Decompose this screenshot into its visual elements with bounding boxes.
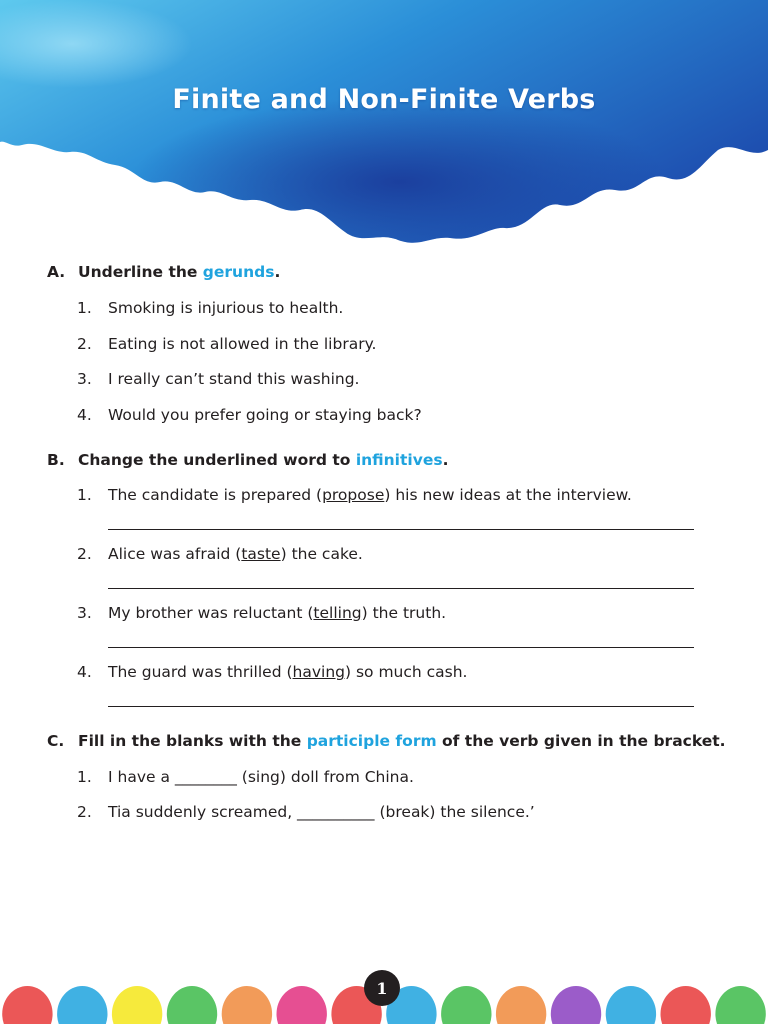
item-number: 1. [77,768,92,786]
item-number: 1. [77,486,92,504]
list-item [77,803,535,821]
section-keyword: gerunds [202,263,275,281]
footer-dot [112,986,162,1024]
section-instruction-end: of the verb given in the bracket. [436,732,726,750]
answer-line[interactable] [108,706,694,707]
list-item [77,406,422,424]
list-item [77,604,446,622]
page-title: Finite and Non-Finite Verbs [172,84,596,115]
item-text-after: ) so much cash. [344,663,468,681]
section-instruction: Fill in the blanks with the [78,732,307,750]
watercolor-banner [0,0,768,250]
footer-dot [715,986,765,1024]
item-text-before: The guard was thrilled ( [108,663,293,681]
footer-dot [551,986,601,1024]
section-instruction-end: . [274,263,281,281]
item-text-after: ) the cake. [280,545,363,563]
list-item [77,545,363,563]
list-item [77,768,414,786]
page-number: 1 [376,978,388,998]
item-number: 2. [77,803,92,821]
footer-dot [277,986,327,1024]
section-letter: B. [47,451,65,469]
list-item [77,335,376,353]
section-a-heading [47,263,280,281]
item-text-after: ) the truth. [361,604,447,622]
section-instruction: Underline the [78,263,203,281]
section-instruction: Change the underlined word to [78,451,356,469]
item-number: 3. [77,604,92,622]
item-text: Smoking is injurious to health. [108,299,344,317]
item-text: Eating is not allowed in the library. [108,335,377,353]
item-text-before: The candidate is prepared ( [108,486,323,504]
item-text-after: ) his new ideas at the interview. [384,486,632,504]
item-text: Would you prefer going or staying back? [108,406,422,424]
item-text-before: My brother was reluctant ( [108,604,314,622]
item-text: I have a ________ (sing) doll from China. [108,768,414,786]
section-c-heading [47,732,726,750]
list-item [77,663,468,681]
list-item [77,486,632,504]
item-text-before: Alice was afraid ( [108,545,242,563]
item-number: 2. [77,545,92,563]
item-number: 4. [77,406,92,424]
underlined-word: telling [313,604,362,622]
section-instruction-end: . [442,451,449,469]
list-item [77,299,343,317]
answer-line[interactable] [108,647,694,648]
answer-line[interactable] [108,588,694,589]
answer-line[interactable] [108,529,694,530]
footer-dot [606,986,656,1024]
footer-dot [222,986,272,1024]
section-keyword: infinitives [355,451,443,469]
item-number: 2. [77,335,92,353]
section-letter: C. [47,732,65,750]
underlined-word: propose [322,486,385,504]
item-text: Tia suddenly screamed, __________ (break) the silence.’ [108,803,535,821]
footer-dot [441,986,491,1024]
item-number: 4. [77,663,92,681]
footer-dot [167,986,217,1024]
footer-dot [57,986,107,1024]
item-number: 1. [77,299,92,317]
item-number: 3. [77,370,92,388]
list-item [77,370,359,388]
underlined-word: taste [241,545,281,563]
page-number-badge [364,970,400,1006]
item-text: I really can’t stand this washing. [108,370,360,388]
section-letter: A. [47,263,66,281]
underlined-word: having [292,663,345,681]
section-b-heading [47,451,448,469]
footer-dot [496,986,546,1024]
footer-dot [661,986,711,1024]
footer-dot [2,986,52,1024]
section-keyword: participle form [306,732,437,750]
